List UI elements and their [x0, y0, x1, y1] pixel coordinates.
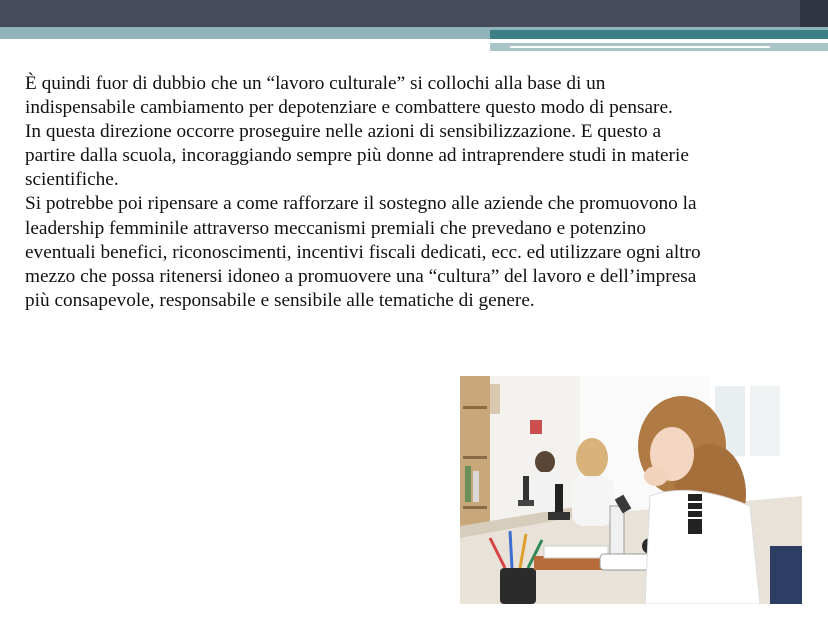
header-bottom-strip-line [510, 46, 770, 48]
paragraph-cultural-work: È quindi fuor di dubbio che un “lavoro culturale” si collochi alla base di un indispensabile cambiamento per depotenziare e combattere questo modo di pensare. [25, 73, 673, 119]
paragraph-leadership: Si potrebbe poi ripensare a come rafforzare il sostegno alle aziende che promuovono la leadership femminile attraverso meccanismi premiali che prevedano e potenzino eventuali benefici, riconoscimenti, incentivi fiscali dedicati, ecc. ed utilizzare ogni altro mezzo che possa ritenersi idoneo a promuovere una “cultura” del lavoro e dell’impresa più consapevole, responsabile e sensibile alle tematiche di genere. [25, 193, 701, 311]
lab-photo-illustration [460, 376, 802, 604]
header-right-accent [800, 0, 828, 27]
lab-photo [460, 376, 802, 604]
slide-body-text [25, 72, 705, 313]
header-dark-band [0, 0, 828, 27]
header-teal-dark-band [490, 30, 828, 39]
paragraph-awareness: In questa direzione occorre proseguire nelle azioni di sensibilizzazione. E questo a partire dalla scuola, incoraggiando sempre più donne ad intraprendere studi in materie scientifiche. [25, 121, 689, 191]
